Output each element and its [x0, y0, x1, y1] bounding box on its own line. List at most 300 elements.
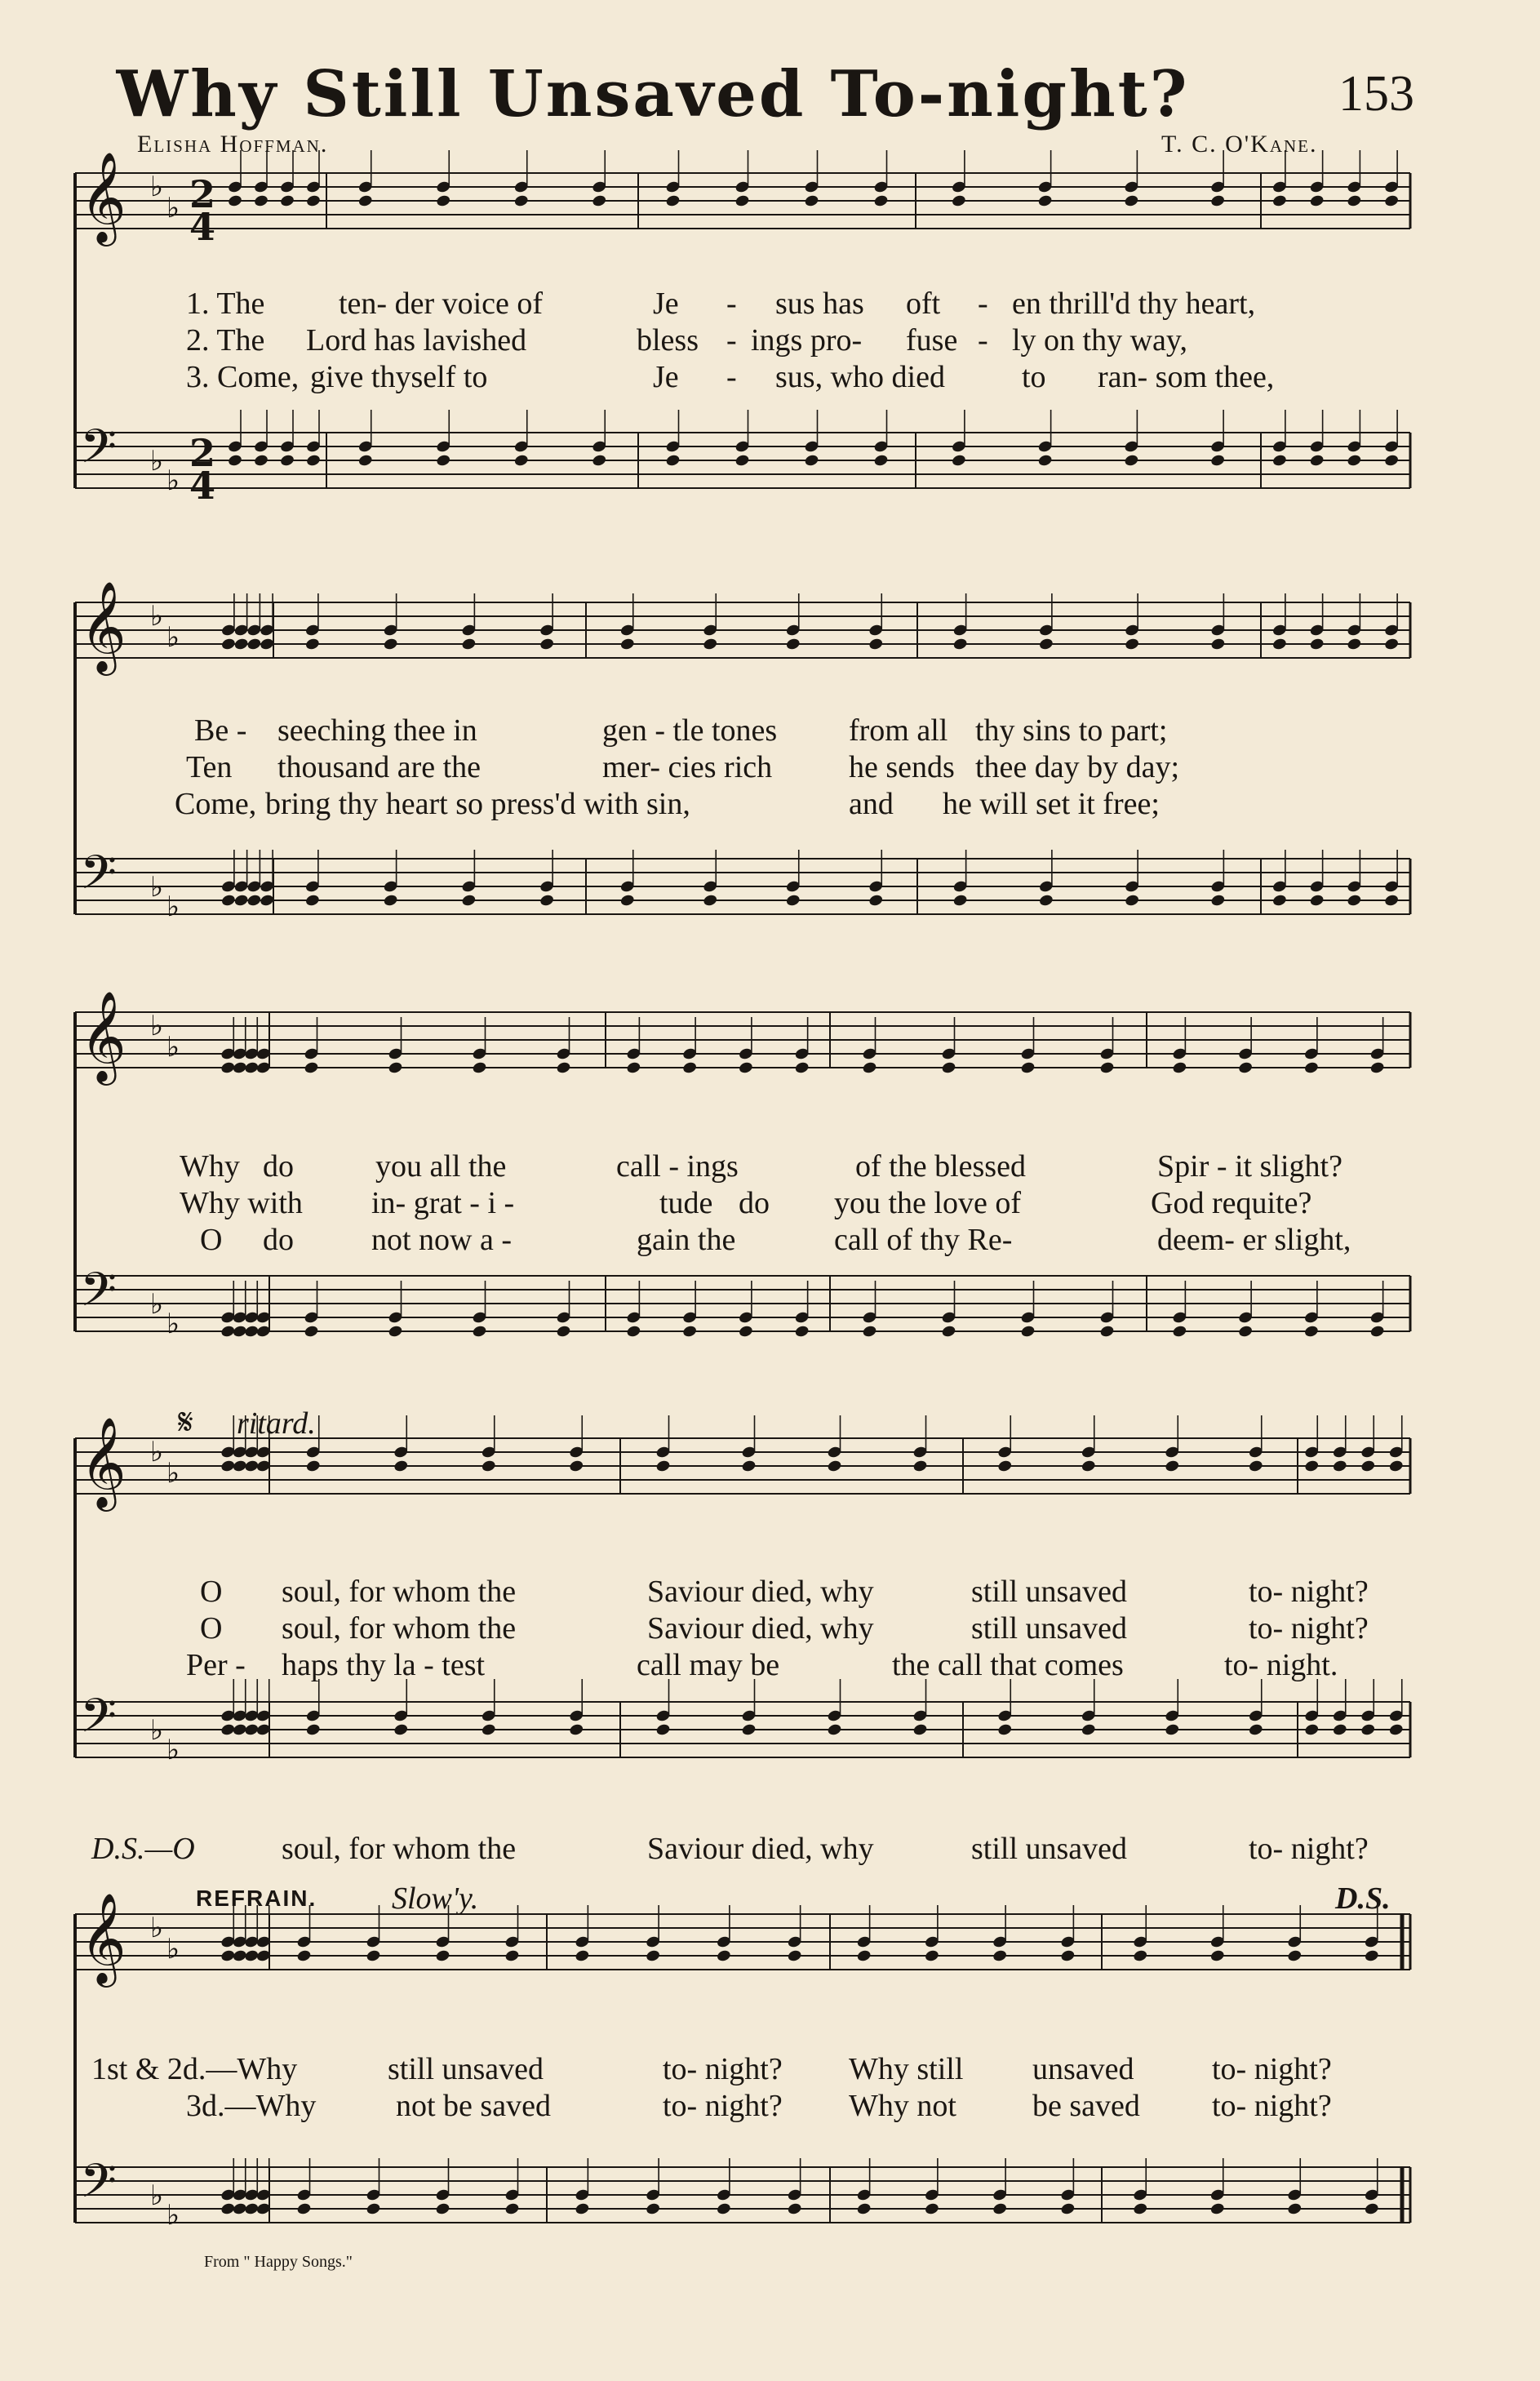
note-head [1209, 2202, 1225, 2216]
note-head [227, 194, 242, 208]
note-head [1038, 637, 1054, 651]
note-head [304, 1325, 319, 1339]
note-head [569, 1723, 584, 1737]
note-head [862, 1061, 877, 1075]
note-head [1347, 894, 1362, 908]
lyric-word: Come, [175, 787, 257, 821]
lyric-word: Saviour died, why [647, 1575, 874, 1609]
lyric-word: ran- som thee, [1098, 360, 1275, 394]
flat-icon: ♭ [166, 1308, 180, 1340]
lyric-word: en thrill'd thy heart, [1012, 287, 1256, 321]
ds-label: D.S.—O [91, 1832, 195, 1866]
note-head [388, 1061, 403, 1075]
note-head [1384, 194, 1400, 208]
flat-icon: ♭ [150, 171, 164, 203]
lyric-word: be saved [1032, 2089, 1140, 2123]
treble-clef-icon: 𝄞 [80, 1416, 126, 1508]
flat-icon: ♭ [166, 2199, 180, 2232]
time-sig-top: 2 [189, 172, 216, 216]
note-head [952, 637, 968, 651]
lyric-word: in- grat - i - [371, 1186, 515, 1220]
lyric-word: O [200, 1223, 223, 1257]
lyric-word: Je [653, 287, 679, 321]
lyric-word: thee day by day; [975, 750, 1180, 784]
note-head [472, 1325, 487, 1339]
lyric-word: to- night? [1249, 1575, 1369, 1609]
bass-clef-icon: 𝄢 [80, 845, 118, 912]
note-head [220, 637, 236, 651]
lyric-word: O [200, 1575, 223, 1609]
time-sig-bottom: 4 [189, 464, 216, 508]
lyric-word: give thyself to [310, 360, 488, 394]
lyric-word: to [1022, 360, 1046, 394]
lyric-word: O [200, 1611, 223, 1646]
note-head [804, 194, 819, 208]
lyric-word: the call that comes [892, 1648, 1124, 1682]
bass-clef-icon: 𝄢 [80, 1262, 118, 1329]
note-head [1347, 454, 1362, 468]
lyric-word: still unsaved [971, 1832, 1128, 1866]
note-head [569, 1459, 584, 1473]
note-head [1060, 2202, 1076, 2216]
lyric-word: to- night? [1249, 1611, 1369, 1646]
lyric-word: - [726, 360, 737, 394]
lyric-word: 1st & 2d.—Why [91, 2052, 298, 2086]
slowly-mark: Slow'y. [392, 1881, 479, 1916]
note-head [592, 194, 607, 208]
note-head [1360, 1459, 1376, 1473]
hymn-title: Why Still Unsaved To-night? [116, 57, 1190, 131]
time-sig-top: 2 [189, 431, 216, 475]
note-head [682, 1061, 698, 1075]
note-head [244, 2202, 260, 2216]
note-head [220, 1061, 236, 1075]
note-head [646, 1949, 661, 1963]
note-head [655, 1723, 671, 1737]
note-head [461, 637, 477, 651]
note-head [305, 1723, 321, 1737]
note-head [626, 1061, 641, 1075]
ritard-mark: ritard. [237, 1406, 316, 1441]
lyric-word: still unsaved [388, 2052, 544, 2086]
lyric-word: to- night? [663, 2089, 783, 2123]
lyric-word: you all the [375, 1149, 507, 1184]
note-head [703, 894, 718, 908]
lyric-word: call may be [637, 1648, 780, 1682]
note-head [304, 894, 320, 908]
lyric-word: tude [659, 1186, 713, 1220]
note-head [388, 1325, 403, 1339]
note-head [619, 894, 635, 908]
note-head [556, 1061, 571, 1075]
note-head [1360, 1723, 1376, 1737]
treble-clef-icon: 𝄞 [80, 1892, 126, 1983]
note-head [253, 194, 269, 208]
flat-icon: ♭ [166, 891, 180, 923]
note-head [626, 1325, 641, 1339]
lyric-word: Per - [186, 1648, 246, 1682]
note-head [924, 1949, 939, 1963]
note-head [1081, 1459, 1096, 1473]
note-head [1210, 194, 1226, 208]
note-head [952, 894, 968, 908]
lyric-word: Why [180, 1149, 240, 1184]
lyric-word: soul, for whom the [282, 1611, 517, 1646]
note-head [1303, 1061, 1319, 1075]
time-signature-treble [189, 172, 216, 249]
lyric-word: - [726, 287, 737, 321]
note-head [785, 894, 801, 908]
flat-icon: ♭ [150, 871, 164, 904]
treble-clef-icon: 𝄞 [80, 151, 126, 242]
page-number: 153 [1338, 66, 1414, 122]
note-head [246, 894, 262, 908]
lyric-word: from all [849, 713, 948, 748]
note-head [305, 1459, 321, 1473]
note-head [244, 1723, 260, 1737]
note-head [873, 454, 889, 468]
note-head [716, 1949, 731, 1963]
lyric-word: to- night? [663, 2052, 783, 2086]
lyric-word: gen - tle tones [602, 713, 778, 748]
lyric-word: and [849, 787, 894, 821]
note-head [504, 2202, 520, 2216]
note-head [1099, 1325, 1115, 1339]
note-head [1209, 1949, 1225, 1963]
lyric-word: call - ings [616, 1149, 739, 1184]
lyric-word: Why still [849, 2052, 964, 2086]
lyric-word: thy sins to part; [975, 713, 1168, 748]
note-head [383, 894, 398, 908]
note-head [1304, 1459, 1320, 1473]
note-head [997, 1459, 1013, 1473]
note-head [794, 1325, 810, 1339]
note-head [1133, 1949, 1148, 1963]
note-head [646, 2202, 661, 2216]
note-head [232, 1723, 247, 1737]
note-head [1304, 1723, 1320, 1737]
note-head [741, 1459, 757, 1473]
lyric-word: Je [653, 360, 679, 394]
time-sig-bottom: 4 [189, 205, 216, 249]
note-head [383, 637, 398, 651]
note-head [253, 454, 269, 468]
note-head [1388, 1459, 1404, 1473]
note-head [1210, 637, 1226, 651]
note-head [1303, 1325, 1319, 1339]
note-head [873, 194, 889, 208]
lyric-word: oft [906, 287, 941, 321]
note-head [655, 1459, 671, 1473]
flat-icon: ♭ [150, 1714, 164, 1747]
note-head [232, 1061, 247, 1075]
note-head [296, 2202, 312, 2216]
composer-credit: T. C. O'Kane. [1161, 131, 1318, 158]
lyric-word: gain the [637, 1223, 736, 1257]
lyric-word: call of thy Re- [834, 1223, 1013, 1257]
note-head [246, 637, 262, 651]
lyric-word: he sends [849, 750, 955, 784]
note-head [575, 1949, 590, 1963]
lyric-word: do [739, 1186, 770, 1220]
lyric-word: Saviour died, why [647, 1832, 874, 1866]
lyric-word: Lord has lavished [306, 323, 527, 358]
note-head [1248, 1459, 1263, 1473]
lyric-word: 3. Come, [186, 360, 300, 394]
note-head [220, 2202, 236, 2216]
note-head [227, 454, 242, 468]
note-head [1347, 194, 1362, 208]
note-head [513, 454, 529, 468]
note-head [244, 1061, 260, 1075]
lyric-word: ings pro- [751, 323, 863, 358]
note-head [1271, 194, 1287, 208]
bass-clef-icon: 𝄢 [80, 1688, 118, 1755]
lyric-word: do [263, 1149, 294, 1184]
note-head [220, 1325, 236, 1339]
note-head [244, 1459, 260, 1473]
lyric-word: unsaved [1032, 2052, 1134, 2086]
flat-icon: ♭ [166, 1933, 180, 1966]
note-head [220, 1459, 236, 1473]
note-head [1364, 1949, 1379, 1963]
note-head [787, 2202, 802, 2216]
lyric-word: fuse [906, 323, 958, 358]
note-head [1081, 1723, 1096, 1737]
flat-icon: ♭ [150, 445, 164, 478]
note-head [1020, 1061, 1036, 1075]
lyric-word: 1. The [186, 287, 265, 321]
note-head [1309, 454, 1325, 468]
lyric-word: you the love of [834, 1186, 1022, 1220]
note-head [1384, 894, 1400, 908]
flat-icon: ♭ [166, 1734, 180, 1766]
note-head [856, 1949, 872, 1963]
note-head [1210, 894, 1226, 908]
note-head [912, 1723, 928, 1737]
note-head [682, 1325, 698, 1339]
note-head [393, 1459, 409, 1473]
source-footnote: From " Happy Songs." [204, 2253, 353, 2271]
flat-icon: ♭ [150, 600, 164, 633]
lyric-word: 2. The [186, 323, 265, 358]
lyric-word: Ten [186, 750, 233, 784]
note-head [785, 637, 801, 651]
note-head [1369, 1061, 1385, 1075]
note-head [868, 894, 884, 908]
note-head [992, 1949, 1008, 1963]
note-head [1332, 1723, 1347, 1737]
lyric-word: Why not [849, 2089, 956, 2123]
lyric-word: of the blessed [855, 1149, 1026, 1184]
note-head [1038, 894, 1054, 908]
treble-clef-icon: 𝄞 [80, 580, 126, 672]
lyric-word: do [263, 1223, 294, 1257]
note-head [575, 2202, 590, 2216]
note-head [951, 194, 966, 208]
note-head [856, 2202, 872, 2216]
lyric-word: soul, for whom the [282, 1832, 517, 1866]
note-head [1347, 637, 1362, 651]
lyric-word: ly on thy way, [1012, 323, 1187, 358]
note-head [665, 454, 681, 468]
note-head [1309, 894, 1325, 908]
note-head [1271, 637, 1287, 651]
note-head [1238, 1325, 1254, 1339]
lyric-word: still unsaved [971, 1611, 1128, 1646]
lyric-word: - [726, 323, 737, 358]
note-head [1271, 454, 1287, 468]
lyric-word: mer- cies rich [602, 750, 773, 784]
lyric-word: to- night. [1224, 1648, 1338, 1682]
note-head [592, 454, 607, 468]
note-head [868, 637, 884, 651]
note-head [393, 1723, 409, 1737]
note-head [1309, 637, 1325, 651]
flat-icon: ♭ [166, 464, 180, 497]
note-head [1287, 1949, 1303, 1963]
note-head [220, 894, 236, 908]
lyric-word: bring thy heart so press'd with sin, [265, 787, 690, 821]
note-head [912, 1459, 928, 1473]
note-head [787, 1949, 802, 1963]
note-head [539, 894, 555, 908]
flat-icon: ♭ [166, 1457, 180, 1490]
note-head [556, 1325, 571, 1339]
note-head [1384, 454, 1400, 468]
note-head [1364, 2202, 1379, 2216]
note-head [1165, 1723, 1180, 1737]
lyric-word: - [978, 287, 988, 321]
note-head [233, 894, 249, 908]
note-head [1125, 637, 1140, 651]
flat-icon: ♭ [150, 1436, 164, 1468]
note-head [244, 1325, 260, 1339]
note-head [1020, 1325, 1036, 1339]
note-head [827, 1459, 842, 1473]
lyric-word: ten- der voice of [339, 287, 544, 321]
lyric-word: sus has [775, 287, 864, 321]
note-head [1210, 454, 1226, 468]
note-head [1099, 1061, 1115, 1075]
note-head [435, 2202, 450, 2216]
note-head [304, 1061, 319, 1075]
note-head [232, 2202, 247, 2216]
note-head [436, 454, 451, 468]
time-signature-bass [189, 431, 216, 508]
note-head [304, 637, 320, 651]
note-head [619, 637, 635, 651]
note-head [305, 194, 321, 208]
note-head [260, 637, 275, 651]
note-head [1172, 1061, 1187, 1075]
lyric-word: deem- er slight, [1157, 1223, 1351, 1257]
note-head [1172, 1325, 1187, 1339]
lyric-word: to- night? [1249, 1832, 1369, 1866]
note-head [260, 894, 275, 908]
note-head [366, 2202, 381, 2216]
note-head [862, 1325, 877, 1339]
note-head [738, 1325, 753, 1339]
note-head [232, 1325, 247, 1339]
note-head [472, 1061, 487, 1075]
note-head [504, 1949, 520, 1963]
treble-clef-icon: 𝄞 [80, 990, 126, 1082]
note-head [941, 1325, 956, 1339]
flat-icon: ♭ [150, 1010, 164, 1042]
flat-icon: ♭ [166, 1031, 180, 1064]
note-head [1287, 2202, 1303, 2216]
note-head [1369, 1325, 1385, 1339]
bass-clef-icon: 𝄢 [80, 2153, 118, 2220]
lyric-word: soul, for whom the [282, 1575, 517, 1609]
note-head [539, 637, 555, 651]
note-head [481, 1459, 496, 1473]
note-head [734, 194, 750, 208]
note-head [233, 637, 249, 651]
note-head [1309, 194, 1325, 208]
note-head [794, 1061, 810, 1075]
note-head [1271, 894, 1287, 908]
lyric-word: sus, who died [775, 360, 945, 394]
lyric-word: bless [637, 323, 699, 358]
note-head [951, 454, 966, 468]
note-head [827, 1723, 842, 1737]
note-head [357, 454, 373, 468]
ds-end-mark: D.S. [1335, 1881, 1391, 1916]
note-head [1238, 1061, 1254, 1075]
lyric-word: Spir - it slight? [1157, 1149, 1343, 1184]
note-head [279, 454, 295, 468]
note-head [436, 194, 451, 208]
note-head [1124, 454, 1139, 468]
note-head [734, 454, 750, 468]
note-head [992, 2202, 1008, 2216]
note-head [220, 1723, 236, 1737]
note-head [741, 1723, 757, 1737]
lyric-word: to- night? [1212, 2052, 1332, 2086]
lyric-word: seeching thee in [277, 713, 477, 748]
bass-clef-icon: 𝄢 [80, 419, 118, 486]
note-head [357, 194, 373, 208]
lyric-word: God requite? [1151, 1186, 1312, 1220]
flat-icon: ♭ [150, 1912, 164, 1944]
note-head [1248, 1723, 1263, 1737]
note-head [997, 1723, 1013, 1737]
author-credit: Elisha Hoffman. [137, 131, 329, 158]
lyric-word: Be - [194, 713, 247, 748]
note-head [1060, 1949, 1076, 1963]
segno-sign: 𝄋 [178, 1402, 193, 1442]
note-head [220, 1949, 236, 1963]
note-head [716, 2202, 731, 2216]
note-head [461, 894, 477, 908]
note-head [279, 194, 295, 208]
lyric-word: he will set it free; [943, 787, 1160, 821]
lyric-word: - [978, 323, 988, 358]
note-head [1332, 1459, 1347, 1473]
note-head [513, 194, 529, 208]
note-head [703, 637, 718, 651]
note-head [804, 454, 819, 468]
refrain-label: REFRAIN. [196, 1886, 317, 1911]
flat-icon: ♭ [150, 1288, 164, 1321]
note-head [296, 1949, 312, 1963]
note-head [435, 1949, 450, 1963]
lyric-word: not now a - [371, 1223, 513, 1257]
note-head [232, 1949, 247, 1963]
note-head [1165, 1459, 1180, 1473]
